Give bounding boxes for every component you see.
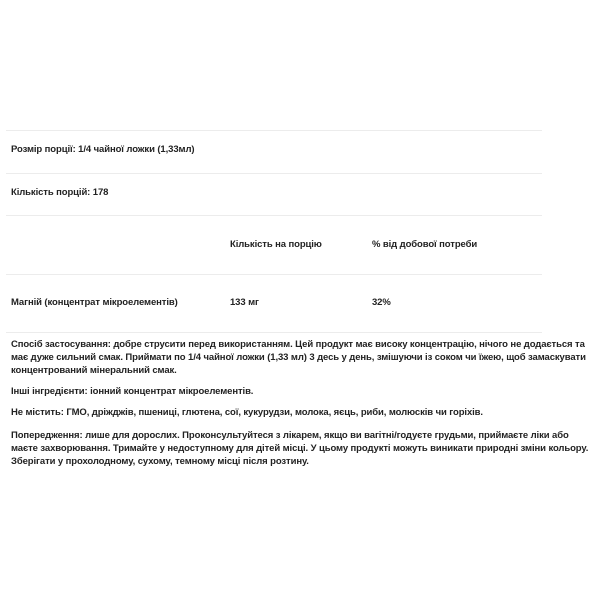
nutrient-amount: 133 мг: [230, 297, 259, 308]
nutrient-name: Магній (концентрат мікроелементів): [11, 297, 178, 308]
usage-directions: Спосіб застосування: добре струсити перед використанням. Цей продукт має високу концентрацію, нічого не додається та має дуже сильний смак. Приймати по 1/4 чайної ложки (1,33 мл) 3 десь у день, змішуючи із соком чи їжею, щоб замаскувати концентрований мінеральний смак.: [11, 339, 586, 376]
divider: [6, 332, 542, 333]
divider: [6, 173, 542, 174]
servings-count: Кількість порцій: 178: [11, 187, 109, 198]
warnings: Попередження: лише для дорослих. Проконсультуйтеся з лікарем, якщо ви вагітні/годуєте грудьми, приймаєте ліки або маєте захворювання. Тримайте у недоступному для дітей місці. У цьому продукті можуть виникати природні зміни кольору. Зберігати у прохолодному, сухому, темному місці після розтину.: [11, 430, 589, 467]
other-ingredients: Інші інгредієнти: іонний концентрат мікроелементів.: [11, 386, 254, 397]
free-of-allergens: Не містить: ГМО, дріжджів, пшениці, глютена, сої, кукурудзи, молока, яєць, риби, молюсків чи горіхів.: [11, 407, 483, 418]
table-header-daily-value: % від добової потреби: [372, 239, 478, 250]
table-header-amount: Кількість на порцію: [230, 239, 322, 250]
serving-size: Розмір порції: 1/4 чайної ложки (1,33мл): [11, 144, 195, 155]
divider: [6, 274, 542, 275]
divider: [6, 215, 542, 216]
divider: [6, 130, 542, 131]
nutrient-daily-value: 32%: [372, 297, 391, 308]
